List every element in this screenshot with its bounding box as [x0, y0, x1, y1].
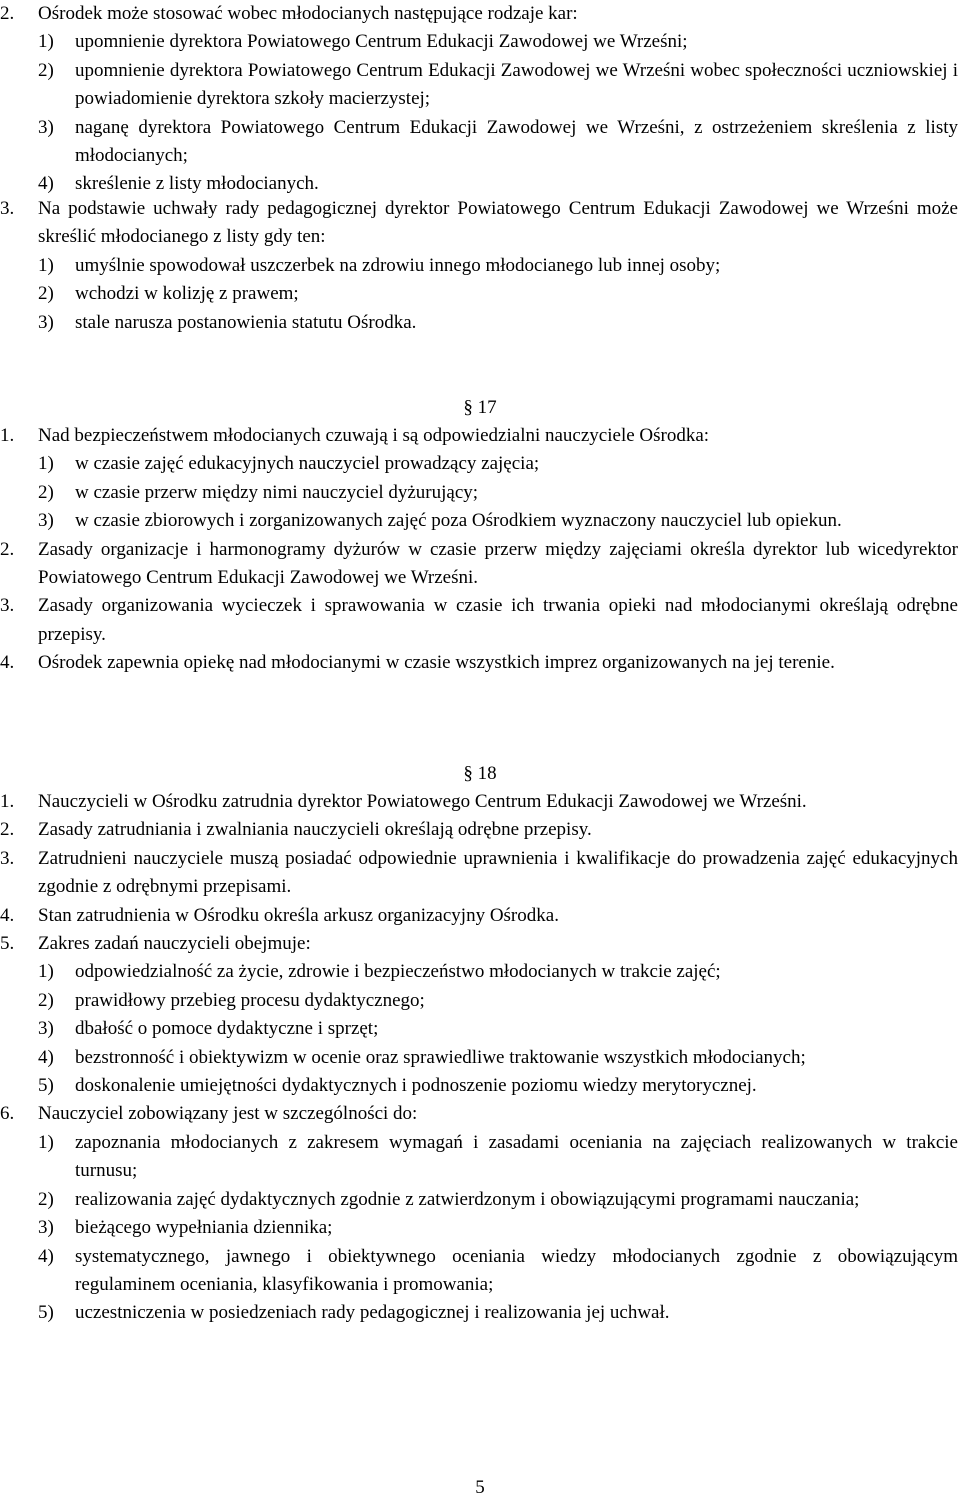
list-item-number: 5) [38, 1075, 54, 1097]
paragraph-text: Ośrodek zapewnia opiekę nad młodocianymi w czasie wszystkich imprez organizowanych na jej terenie. [38, 652, 835, 674]
list-item-text: uczestniczenia w posiedzeniach rady pedagogicznej i realizowania jej uchwał. [75, 1302, 670, 1324]
list-item-text: w czasie zbiorowych i zorganizowanych zajęć poza Ośrodkiem wyznaczony nauczyciel lub opiekun. [75, 510, 842, 532]
list-item-number: 1) [38, 453, 54, 475]
list-item-number: 1) [38, 1131, 54, 1153]
paragraph-text: Nad bezpieczeństwem młodocianych czuwają i są odpowiedzialni nauczyciele Ośrodka: [38, 425, 710, 446]
paragraph-number: 5. [0, 933, 15, 955]
list-item-text: dbałość o pomoce dydaktyczne i sprzęt; [75, 1018, 379, 1040]
list-item-text: prawidłowy przebieg procesu dydaktycznego; [75, 989, 425, 1011]
paragraph-3 [0, 195, 958, 337]
list-item-number: 3) [38, 510, 54, 532]
list-item-text: realizowania zajęć dydaktycznych zgodnie z zatwierdzonym i obowiązującymi programami nauczania; [75, 1188, 860, 1210]
list-item-text: umyślnie spowodował uszczerbek na zdrowiu innego młodocianego lub innej osoby; [75, 254, 721, 276]
paragraph-number: 3. [0, 198, 15, 219]
paragraph-text: Nauczycieli w Ośrodku zatrudnia dyrektor Powiatowego Centrum Edukacji Zawodowej we Wrześni. [38, 791, 807, 812]
list-item-text: wchodzi w kolizję z prawem; [75, 283, 299, 305]
list-item-number: 5) [38, 1302, 54, 1324]
paragraph-number: 2. [0, 819, 15, 841]
list-item-text: upomnienie dyrektora Powiatowego Centrum Edukacji Zawodowej we Wrześni wobec społeczności uczniowskiej i powiadomienie dyrektora szkoły macierzystej; [75, 59, 958, 110]
paragraph-number: 3. [0, 847, 15, 869]
paragraph-2 [0, 0, 958, 199]
list-item-text: stale narusza postanowienia statutu Ośrodka. [75, 311, 417, 333]
list-item-number: 2) [38, 481, 54, 503]
section-heading-17: § 17 [463, 397, 497, 418]
list-item-number: 2) [38, 989, 54, 1011]
paragraph-number: 6. [0, 1103, 15, 1125]
list-item-number: 2) [38, 1188, 54, 1210]
list-item-number: 4) [38, 173, 54, 195]
list-item-text: systematycznego, jawnego i obiektywnego oceniania wiedzy młodocianych zgodnie z obowiązującym regulaminem oceniania, klasyfikowania i promowania; [75, 1245, 958, 1295]
list-item-text: bieżącego wypełniania dziennika; [75, 1217, 333, 1239]
paragraph-number: 2. [0, 3, 15, 24]
list-item-text: bezstronność i obiektywizm w ocenie oraz sprawiedliwe traktowanie wszystkich młodocianych; [75, 1046, 806, 1068]
list-item-text: zapoznania młodocianych z zakresem wymagań i zasadami oceniania na zajęciach realizowanych w trakcie turnusu; [75, 1131, 958, 1182]
list-item-text: skreślenie z listy młodocianych. [75, 173, 319, 195]
page-number: 5 [475, 1477, 485, 1498]
paragraph-number: 1. [0, 791, 15, 812]
paragraph-text: Nauczyciel zobowiązany jest w szczególności do: [38, 1103, 418, 1125]
paragraph-number: 2. [0, 538, 15, 560]
list-item-number: 3) [38, 1018, 54, 1040]
paragraph-text: Zatrudnieni nauczyciele muszą posiadać odpowiednie uprawnienia i kwalifikacje do prowadzenia zajęć edukacyjnych zgodnie z odrębnymi przepisami. [38, 847, 958, 898]
list-item-text: w czasie zajęć edukacyjnych nauczyciel prowadzący zajęcia; [75, 453, 540, 475]
paragraph-text: Stan zatrudnienia w Ośrodku określa arkusz organizacyjny Ośrodka. [38, 904, 559, 926]
paragraph-text: Zasady organizowania wycieczek i sprawowania w czasie ich trwania opieki nad młodocianymi określają odrębne przepisy. [38, 595, 958, 645]
section-18-body [0, 788, 958, 1328]
list-item-number: 3) [38, 311, 54, 333]
list-item-number: 1) [38, 961, 54, 983]
paragraph-number: 3. [0, 595, 15, 617]
paragraph-number: 4. [0, 904, 15, 926]
paragraph-text: Zasady zatrudniania i zwalniania nauczycieli określają odrębne przepisy. [38, 819, 592, 841]
paragraph-text: Zasady organizacje i harmonogramy dyżurów w czasie przerw między zajęciami określa dyrektor lub wicedyrektor Powiatowego Centrum Edukacji Zawodowej we Wrześni. [38, 538, 958, 589]
list-item-number: 1) [38, 254, 54, 276]
list-item-text: doskonalenie umiejętności dydaktycznych i podnoszenie poziomu wiedzy merytorycznej. [75, 1075, 757, 1097]
list-item-number: 3) [38, 1217, 54, 1239]
list-item-number: 3) [38, 116, 54, 138]
paragraph-number: 4. [0, 652, 15, 674]
list-item-number: 2) [38, 59, 54, 81]
list-item-text: naganę dyrektora Powiatowego Centrum Edukacji Zawodowej we Wrześni, z ostrzeżeniem skreślenia z listy młodocianych; [75, 116, 958, 167]
list-item-number: 2) [38, 283, 54, 305]
paragraph-text: Zakres zadań nauczycieli obejmuje: [38, 933, 311, 955]
list-item-text: odpowiedzialność za życie, zdrowie i bezpieczeństwo młodocianych w trakcie zajęć; [75, 961, 721, 983]
list-item-number: 1) [38, 31, 54, 53]
list-item-text: w czasie przerw między nimi nauczyciel dyżurujący; [75, 481, 479, 503]
paragraph-text: Ośrodek może stosować wobec młodocianych następujące rodzaje kar: [38, 3, 578, 24]
section-heading-18: § 18 [463, 763, 497, 784]
paragraph-text: Na podstawie uchwały rady pedagogicznej dyrektor Powiatowego Centrum Edukacji Zawodowej we Wrześni może skreślić młodocianego z listy gdy ten: [38, 198, 958, 248]
list-item-number: 4) [38, 1245, 54, 1267]
list-item-text: upomnienie dyrektora Powiatowego Centrum Edukacji Zawodowej we Wrześni; [75, 31, 688, 53]
paragraph-number: 1. [0, 425, 15, 446]
section-17-body [0, 422, 958, 678]
list-item-number: 4) [38, 1046, 54, 1068]
